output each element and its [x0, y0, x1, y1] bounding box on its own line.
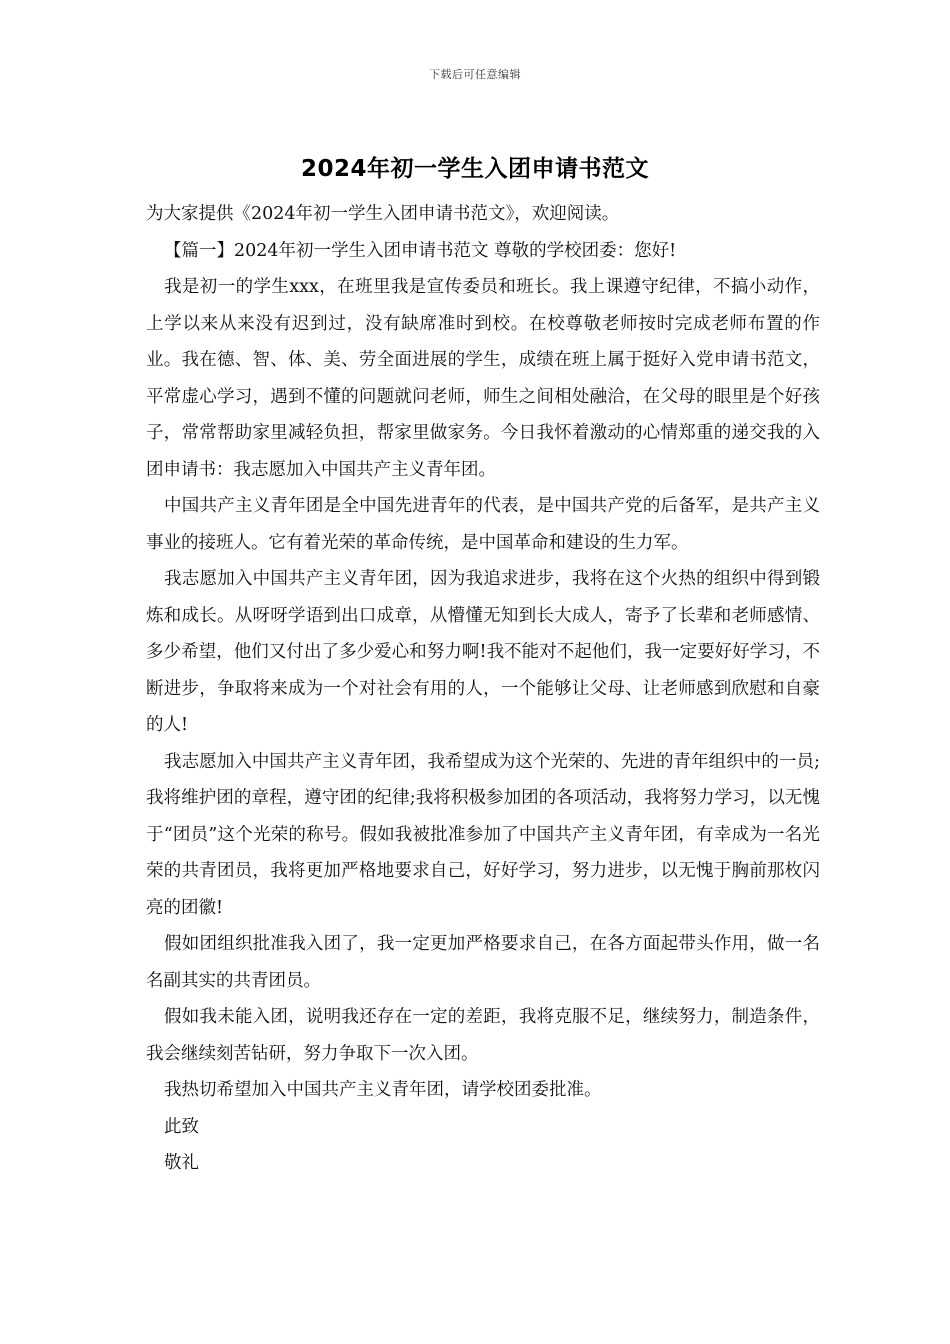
body-paragraph: 假如团组织批准我入团了，我一定更加严格要求自己，在各方面起带头作用，做一名名副其实的共青团员。: [146, 934, 820, 991]
body-paragraph: 假如我未能入团，说明我还存在一定的差距，我将克服不足，继续努力，制造条件，我会继续刻苦钻研，努力争取下一次入团。: [146, 1007, 820, 1064]
body-paragraph: 我热切希望加入中国共产主义青年团，请学校团委批准。: [164, 1080, 602, 1100]
document-title: 2024年初一学生入团申请书范文: [300, 156, 649, 182]
body-paragraph: 中国共产主义青年团是全中国先进青年的代表，是中国共产党的后备军，是共产主义事业的接班人。它有着光荣的革命传统，是中国革命和建设的生力军。: [146, 496, 820, 553]
document-body: [146, 196, 820, 1182]
page-header-note: 下载后可任意编辑: [429, 68, 521, 81]
closing-regards: 敬礼: [164, 1153, 199, 1173]
body-paragraph: 我是初一的学生xxx，在班里我是宣传委员和班长。我上课遵守纪律，不搞小动作，上学以来从来没有迟到过，没有缺席准时到校。在校尊敬老师按时完成老师布置的作业。我在德、智、体、美、劳全面进展的学生，成绩在班上属于挺好入党申请书范文，平常虚心学习，遇到不懂的问题就问老师，师生之间相处融洽，在父母的眼里是个好孩子，常常帮助家里减轻负担，帮家里做家务。今日我怀着激动的心情郑重的递交我的入团申请书：我志愿加入中国共产主义青年团。: [146, 277, 820, 480]
body-paragraph: 我志愿加入中国共产主义青年团，我希望成为这个光荣的、先进的青年组织中的一员;我将维护团的章程，遵守团的纪律;我将积极参加团的各项活动，我将努力学习，以无愧于“团员”这个光荣的称号。假如我被批准参加了中国共产主义青年团，有幸成为一名光荣的共青团员，我将更加严格地要求自己，好好学习，努力进步，以无愧于胸前那枚闪亮的团徽!: [146, 751, 820, 918]
body-paragraph: 我志愿加入中国共产主义青年团，因为我追求进步，我将在这个火热的组织中得到锻炼和成长。从呀呀学语到出口成章，从懵懂无知到长大成人，寄予了长辈和老师感情、多少希望，他们又付出了多少爱心和努力啊!我不能对不起他们，我一定要好好学习，不断进步，争取将来成为一个对社会有用的人，一个能够让父母、让老师感到欣慰和自豪的人!: [146, 569, 820, 735]
intro-paragraph: 为大家提供《2024年初一学生入团申请书范文》，欢迎阅读。: [146, 204, 620, 224]
section-heading-paragraph: 【篇一】2024年初一学生入团申请书范文 尊敬的学校团委：您好!: [164, 240, 677, 261]
closing-salutation: 此致: [164, 1116, 199, 1137]
